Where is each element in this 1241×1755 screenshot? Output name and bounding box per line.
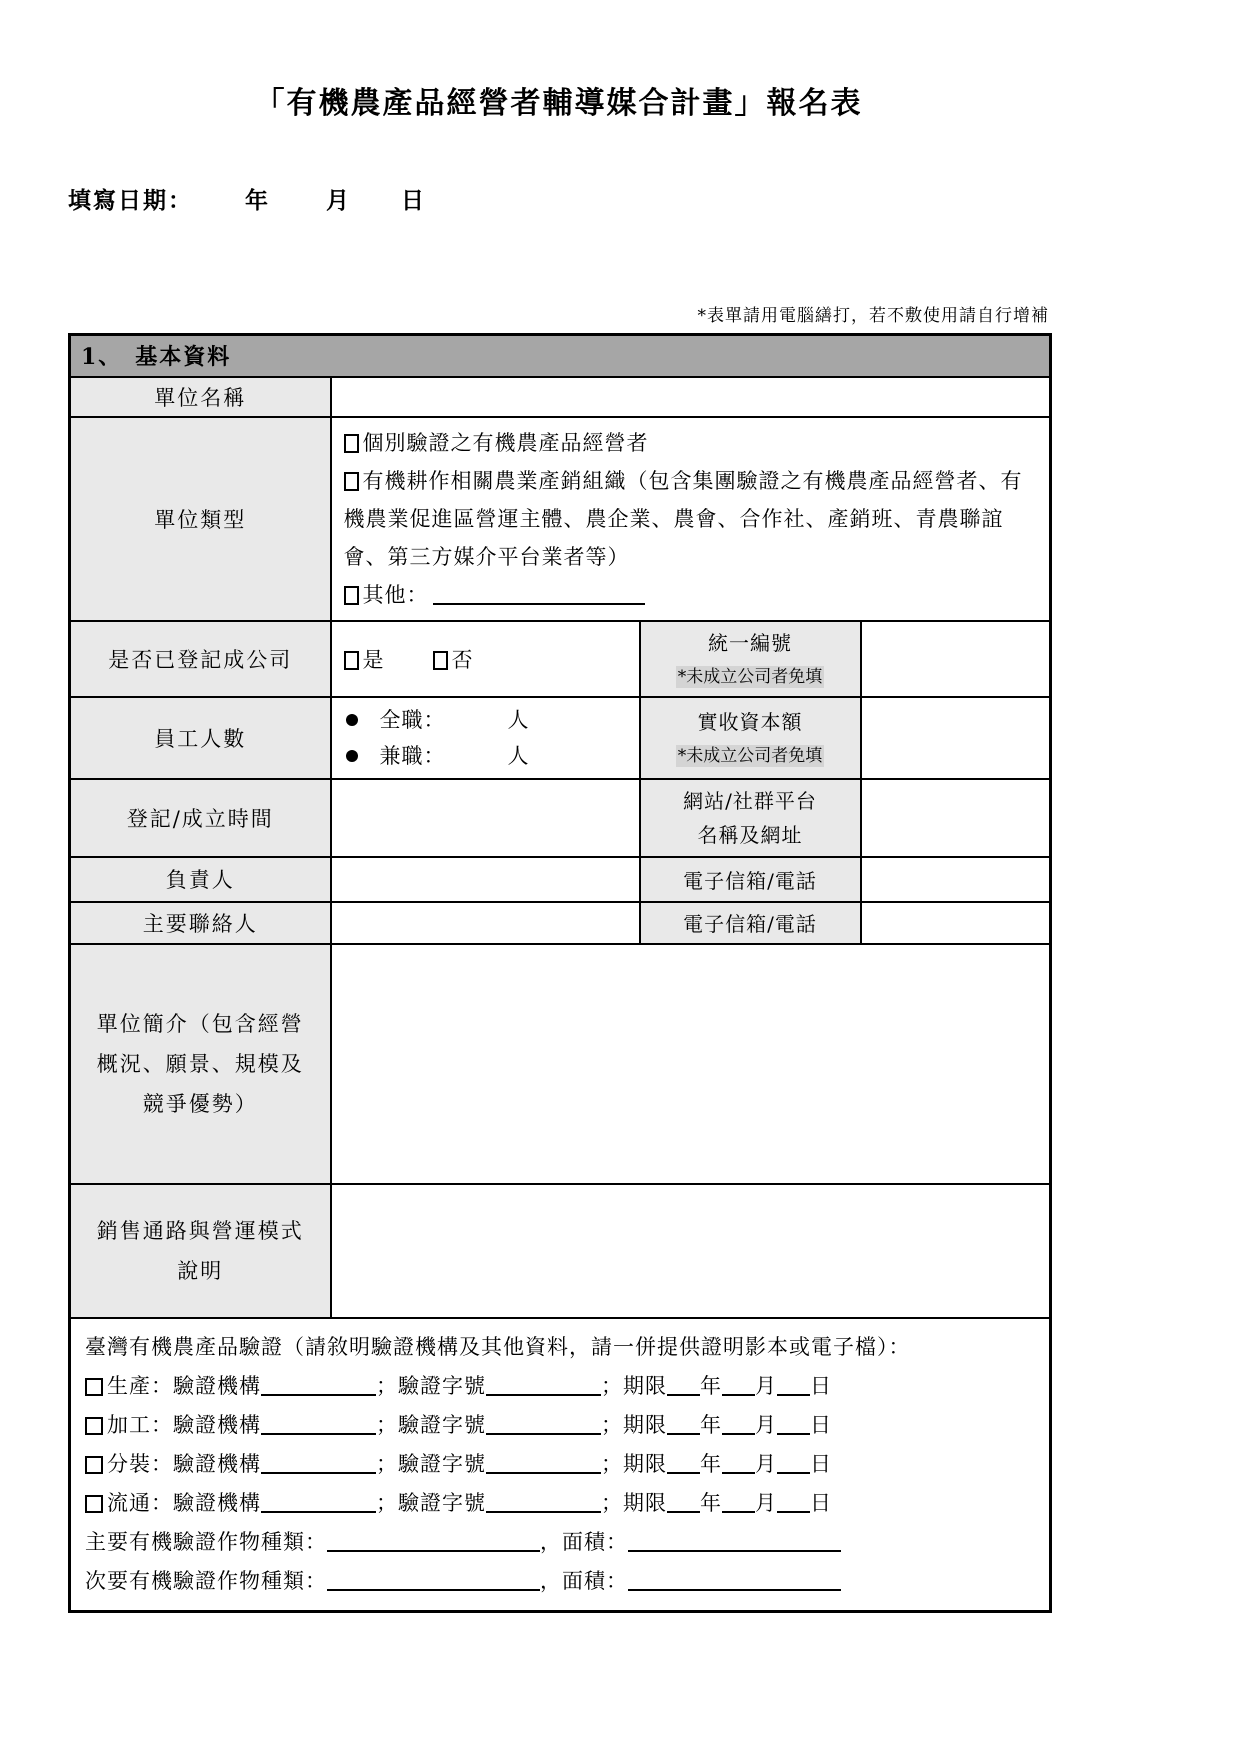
cert-packaging-year-blank[interactable] <box>667 1454 700 1474</box>
registered-yes-checkbox[interactable] <box>344 651 359 670</box>
unit-type-option-2-checkbox[interactable] <box>344 472 359 491</box>
cert-production-checkbox[interactable] <box>85 1378 103 1396</box>
cert-number-label: ；驗證字號 <box>376 1451 486 1476</box>
paid-in-capital-note-text: *未成立公司者免填 <box>677 745 823 766</box>
bullet-icon <box>346 750 358 762</box>
cert-month-unit: 月 <box>755 1373 777 1398</box>
paid-in-capital-input[interactable] <box>861 697 1051 779</box>
basic-info-table <box>68 333 1052 1613</box>
content-area <box>68 0 1049 1613</box>
fill-date-day-unit: 日 <box>401 187 426 214</box>
part-time-line <box>344 738 627 774</box>
cert-day-unit: 日 <box>810 1451 832 1476</box>
sales-channel-label-line1: 銷售通路與營運模式 <box>96 1218 304 1243</box>
full-time-unit: 人 <box>507 707 530 732</box>
unit-type-option-other-label: 其他： <box>362 582 429 607</box>
principal-email-input[interactable] <box>861 857 1051 902</box>
contact-email-label-cell <box>640 902 861 944</box>
secondary-crop-area-blank[interactable] <box>628 1571 841 1591</box>
cert-month-unit: 月 <box>755 1451 777 1476</box>
unit-intro-label <box>70 944 331 1184</box>
cert-deadline-label: ；期限 <box>601 1412 667 1437</box>
paid-in-capital-label-cell <box>640 697 861 779</box>
cert-row-packaging <box>85 1445 1035 1484</box>
cert-production-number-blank[interactable] <box>486 1376 601 1396</box>
cert-distribution-agency-blank[interactable] <box>261 1493 376 1513</box>
primary-crop-label: 主要有機驗證作物種類： <box>85 1529 327 1554</box>
cert-year-unit: 年 <box>700 1373 722 1398</box>
cert-production-year-blank[interactable] <box>667 1376 700 1396</box>
primary-crop-area-label: ，面積： <box>540 1529 628 1554</box>
secondary-crop-area-label: ，面積： <box>540 1568 628 1593</box>
fill-date-year-unit: 年 <box>245 187 270 214</box>
bullet-icon <box>346 714 358 726</box>
registered-no-label: 否 <box>451 647 474 672</box>
cert-agency-label: ：驗證機構 <box>151 1451 261 1476</box>
page-title: 「有機農產品經營者輔導媒合計畫」報名表 <box>254 86 863 121</box>
cert-distribution-month-blank[interactable] <box>722 1493 755 1513</box>
full-time-line <box>344 702 627 738</box>
tax-id-label-cell <box>640 621 861 697</box>
primary-crop-line <box>85 1523 1035 1562</box>
cert-production-label: 生產 <box>107 1373 151 1398</box>
unit-intro-label-line1: 單位簡介（包含經營 <box>96 1011 304 1036</box>
secondary-crop-blank[interactable] <box>327 1571 540 1591</box>
cert-year-unit: 年 <box>700 1451 722 1476</box>
contact-email-label: 電子信箱/電話 <box>683 912 817 936</box>
website-label-line2: 名稱及網址 <box>697 822 803 847</box>
cert-packaging-day-blank[interactable] <box>777 1454 810 1474</box>
cert-number-label: ；驗證字號 <box>376 1490 486 1515</box>
paid-in-capital-note <box>645 739 856 771</box>
contact-input[interactable] <box>331 902 640 944</box>
paid-in-capital-label: 實收資本額 <box>697 709 803 734</box>
cert-production-month-blank[interactable] <box>722 1376 755 1396</box>
part-time-unit: 人 <box>507 743 530 768</box>
cert-distribution-number-blank[interactable] <box>486 1493 601 1513</box>
unit-type-option-1-checkbox[interactable] <box>344 434 359 453</box>
cert-deadline-label: ；期限 <box>601 1451 667 1476</box>
registered-yes-label: 是 <box>362 647 385 672</box>
cert-production-agency-blank[interactable] <box>261 1376 376 1396</box>
cert-packaging-agency-blank[interactable] <box>261 1454 376 1474</box>
sales-channel-label-line2: 說明 <box>177 1258 224 1283</box>
sales-channel-input[interactable] <box>331 1184 1051 1318</box>
unit-intro-label-line3: 競爭優勢） <box>142 1091 258 1116</box>
cert-packaging-checkbox[interactable] <box>85 1456 103 1474</box>
principal-label: 負責人 <box>70 857 331 902</box>
cert-deadline-label: ；期限 <box>601 1373 667 1398</box>
cert-processing-agency-blank[interactable] <box>261 1415 376 1435</box>
unit-name-input[interactable] <box>331 377 1051 417</box>
unit-type-option-1-label: 個別驗證之有機農產品經營者 <box>362 430 649 455</box>
cert-processing-year-blank[interactable] <box>667 1415 700 1435</box>
unit-type-option-2 <box>344 462 1038 576</box>
unit-intro-label-line2: 概況、願景、規模及 <box>96 1051 304 1076</box>
website-label-cell <box>640 779 861 857</box>
cert-distribution-label: 流通 <box>107 1490 151 1515</box>
tax-id-input[interactable] <box>861 621 1051 697</box>
cert-processing-number-blank[interactable] <box>486 1415 601 1435</box>
cert-processing-day-blank[interactable] <box>777 1415 810 1435</box>
cert-processing-checkbox[interactable] <box>85 1417 103 1435</box>
sales-channel-label <box>70 1184 331 1318</box>
cert-number-label: ；驗證字號 <box>376 1412 486 1437</box>
full-time-label: 全職： <box>379 707 446 732</box>
cert-packaging-month-blank[interactable] <box>722 1454 755 1474</box>
cert-agency-label: ：驗證機構 <box>151 1490 261 1515</box>
founded-date-input[interactable] <box>331 779 640 857</box>
registered-company-cell <box>331 621 640 697</box>
primary-crop-blank[interactable] <box>327 1532 540 1552</box>
unit-intro-input[interactable] <box>331 944 1051 1184</box>
cert-day-unit: 日 <box>810 1412 832 1437</box>
website-label-line1: 網站/社群平台 <box>683 788 817 813</box>
unit-type-other-blank[interactable] <box>433 585 645 605</box>
cert-day-unit: 日 <box>810 1373 832 1398</box>
fill-date-month-unit: 月 <box>326 187 351 214</box>
unit-type-option-other-checkbox[interactable] <box>344 586 359 605</box>
fill-date-line <box>68 182 1049 215</box>
cert-distribution-year-blank[interactable] <box>667 1493 700 1513</box>
cert-year-unit: 年 <box>700 1412 722 1437</box>
unit-type-option-2-label: 有機耕作相關農業產銷組織（包含集團驗證之有機農產品經營者、有機農業促進區營運主體、農企業、農會、合作社、產銷班、青農聯誼會、第三方媒介平台業者等） <box>343 468 1023 569</box>
form-note: *表單請用電腦繕打，若不敷使用請自行增補 <box>697 306 1049 326</box>
employee-count-label: 員工人數 <box>70 697 331 779</box>
principal-email-label-cell <box>640 857 861 902</box>
tax-id-label: 統一編號 <box>708 630 792 655</box>
certification-intro: 臺灣有機農產品驗證（請敘明驗證機構及其他資料，請一併提供證明影本或電子檔）： <box>85 1334 911 1359</box>
certification-section <box>70 1318 1051 1612</box>
cert-processing-label: 加工 <box>107 1412 151 1437</box>
cert-row-processing <box>85 1406 1035 1445</box>
cert-distribution-day-blank[interactable] <box>777 1493 810 1513</box>
cert-row-distribution <box>85 1484 1035 1523</box>
part-time-label: 兼職： <box>379 743 446 768</box>
cert-agency-label: ：驗證機構 <box>151 1373 261 1398</box>
cert-month-unit: 月 <box>755 1412 777 1437</box>
principal-email-label: 電子信箱/電話 <box>683 868 817 893</box>
principal-input[interactable] <box>331 857 640 902</box>
cert-agency-label: ：驗證機構 <box>151 1412 261 1437</box>
unit-type-options-cell <box>331 417 1051 621</box>
cert-distribution-checkbox[interactable] <box>85 1495 103 1513</box>
registered-company-label: 是否已登記成公司 <box>70 621 331 697</box>
cert-deadline-label: ；期限 <box>601 1490 667 1515</box>
unit-type-label: 單位類型 <box>70 417 331 621</box>
tax-id-note <box>645 660 856 692</box>
unit-type-option-1 <box>344 424 1038 462</box>
unit-type-option-other <box>344 576 1038 614</box>
tax-id-note-text: *未成立公司者免填 <box>677 666 823 687</box>
cert-day-unit: 日 <box>810 1490 832 1515</box>
cert-production-day-blank[interactable] <box>777 1376 810 1396</box>
website-input[interactable] <box>861 779 1051 857</box>
cert-year-unit: 年 <box>700 1490 722 1515</box>
employee-count-cell <box>331 697 640 779</box>
cert-processing-month-blank[interactable] <box>722 1415 755 1435</box>
unit-name-label: 單位名稱 <box>70 377 331 417</box>
founded-date-label: 登記/成立時間 <box>70 779 331 857</box>
section-1-header: 1、 基本資料 <box>70 335 1051 377</box>
contact-label: 主要聯絡人 <box>70 902 331 944</box>
cert-month-unit: 月 <box>755 1490 777 1515</box>
secondary-crop-label: 次要有機驗證作物種類： <box>85 1568 327 1593</box>
cert-number-label: ；驗證字號 <box>376 1373 486 1398</box>
primary-crop-area-blank[interactable] <box>628 1532 841 1552</box>
secondary-crop-line <box>85 1562 1035 1601</box>
fill-date-label: 填寫日期： <box>68 187 193 214</box>
registered-no-checkbox[interactable] <box>433 651 448 670</box>
cert-packaging-label: 分裝 <box>107 1451 151 1476</box>
cert-row-production <box>85 1367 1035 1406</box>
cert-packaging-number-blank[interactable] <box>486 1454 601 1474</box>
contact-email-input[interactable] <box>861 902 1051 944</box>
